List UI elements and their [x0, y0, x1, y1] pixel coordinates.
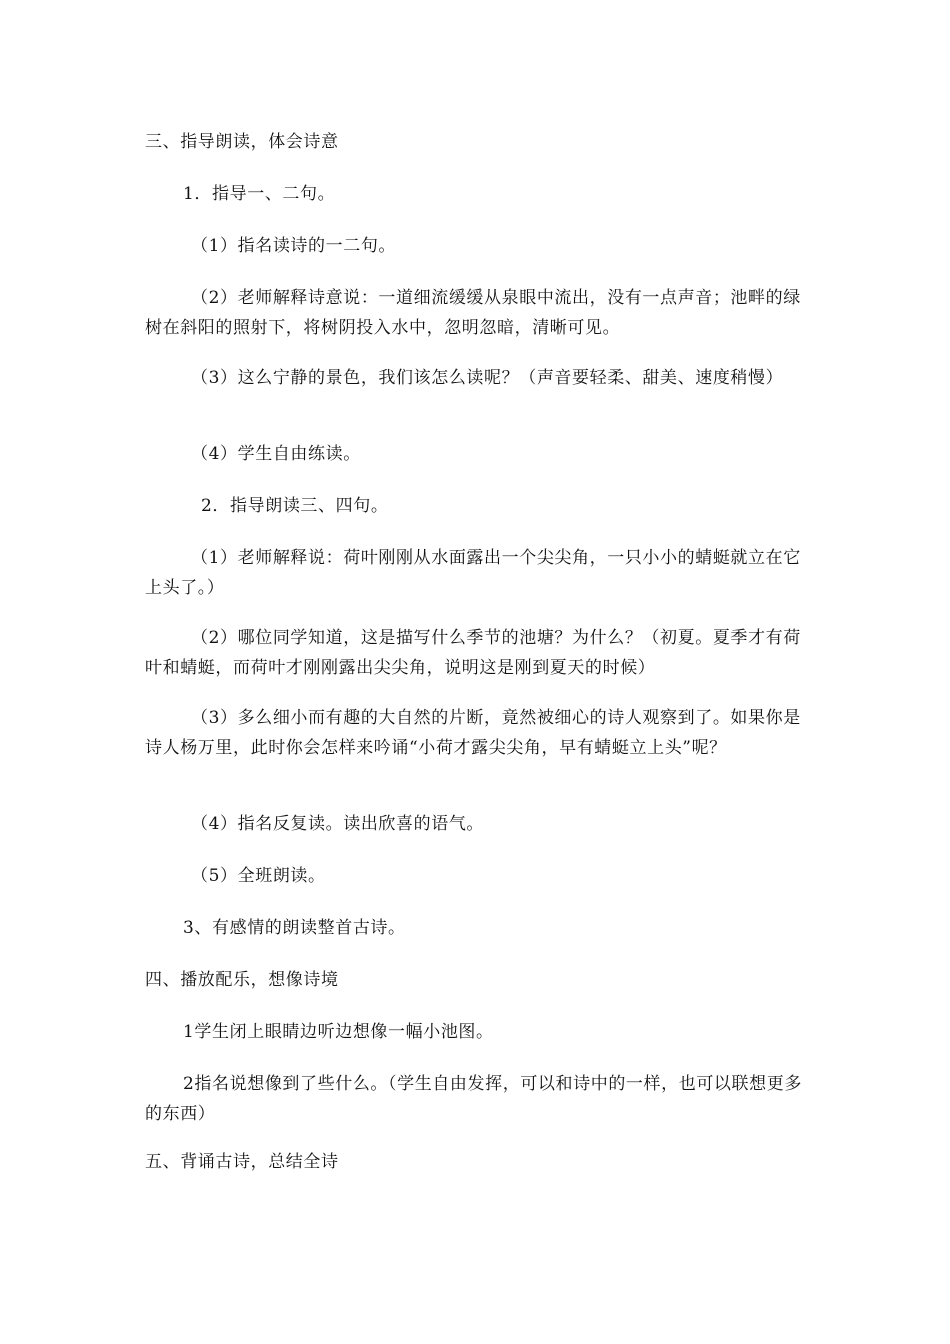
section-4-item-2: 2指名说想像到了些什么。（学生自由发挥，可以和诗中的一样，也可以联想更多的东西） — [145, 1074, 802, 1124]
step-2-item-5: （5）全班朗读。 — [191, 866, 326, 886]
step-1-item-2: （2）老师解释诗意说：一道细流缓缓从泉眼中流出，没有一点声音；池畔的绿树在斜阳的照射下，将树阴投入水中，忽明忽暗，清晰可见。 — [145, 288, 801, 338]
step-1-heading: 1．指导一、二句。 — [183, 184, 336, 204]
section-heading-5: 五、背诵古诗，总结全诗 — [145, 1152, 339, 1172]
step-1-item-4: （4）学生自由练读。 — [191, 444, 361, 464]
step-2-item-2: （2）哪位同学知道，这是描写什么季节的池塘？为什么？（初夏。夏季才有荷叶和蜻蜓，而荷叶才刚刚露出尖尖角，说明这是刚到夏天的时候） — [145, 628, 801, 678]
section-heading-3: 三、指导朗读，体会诗意 — [145, 132, 339, 152]
step-2-heading: 2．指导朗读三、四句。 — [201, 496, 389, 516]
step-1-item-3: （3）这么宁静的景色，我们该怎么读呢？（声音要轻柔、甜美、速度稍慢） — [191, 368, 784, 388]
step-2-item-3: （3）多么细小而有趣的大自然的片断，竟然被细心的诗人观察到了。如果你是诗人杨万里，此时你会怎样来吟诵“小荷才露尖尖角，早有蜻蜓立上头”呢？ — [145, 708, 801, 758]
step-2-item-4: （4）指名反复读。读出欣喜的语气。 — [191, 814, 485, 834]
section-4-item-1: 1学生闭上眼睛边听边想像一幅小池图。 — [183, 1022, 494, 1042]
section-heading-4: 四、播放配乐，想像诗境 — [145, 970, 339, 990]
step-1-item-1: （1）指名读诗的一二句。 — [191, 236, 397, 256]
step-2-item-1: （1）老师解释说：荷叶刚刚从水面露出一个尖尖角，一只小小的蜻蜓就立在它上头了。） — [145, 548, 801, 598]
step-3-heading: 3、有感情的朗读整首古诗。 — [183, 918, 406, 938]
